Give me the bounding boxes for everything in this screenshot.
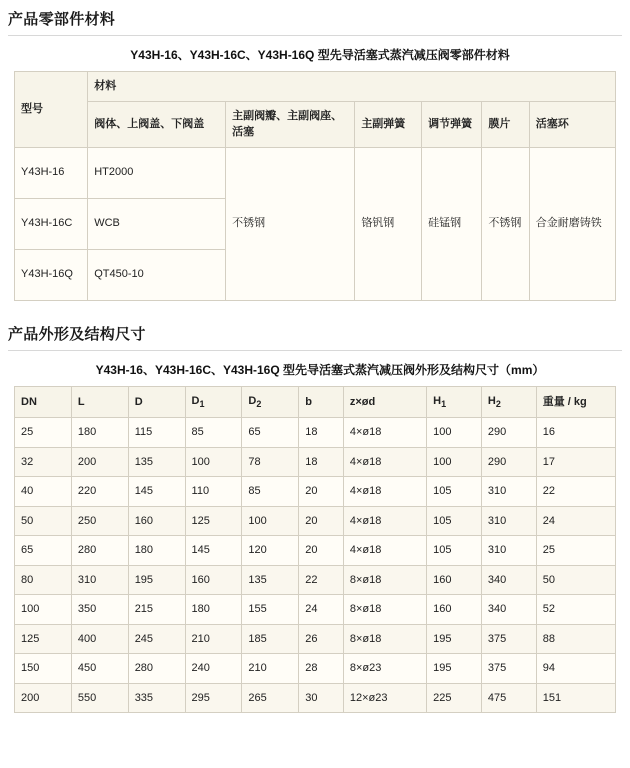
cell-b: 28 (299, 654, 344, 684)
table-row (15, 595, 616, 625)
cell-dn: 150 (15, 654, 72, 684)
cell-h1: 225 (427, 683, 482, 713)
cell-zd: 8×ø18 (343, 595, 426, 625)
cell-weight: 88 (536, 624, 615, 654)
table-row (15, 447, 616, 477)
dimensions-header-row (15, 386, 616, 418)
dimensions-header-d: D (128, 386, 185, 418)
materials-cell-disc: 不锈钢 (226, 147, 355, 300)
cell-d: 145 (128, 477, 185, 507)
table-row (15, 147, 616, 198)
cell-h2: 310 (481, 536, 536, 566)
cell-d1: 100 (185, 447, 242, 477)
cell-d2: 65 (242, 418, 299, 448)
materials-cell-piston-ring: 合金耐磨铸铁 (529, 147, 615, 300)
materials-cell-body: QT450-10 (88, 249, 226, 300)
document-page (0, 8, 630, 713)
cell-weight: 17 (536, 447, 615, 477)
cell-dn: 125 (15, 624, 72, 654)
cell-b: 26 (299, 624, 344, 654)
materials-header-row-2 (15, 101, 616, 147)
materials-subheader-diaphragm: 膜片 (482, 101, 529, 147)
cell-d1: 85 (185, 418, 242, 448)
cell-d: 160 (128, 506, 185, 536)
materials-cell-body: WCB (88, 198, 226, 249)
cell-dn: 100 (15, 595, 72, 625)
cell-h1: 100 (427, 418, 482, 448)
table-row (15, 565, 616, 595)
cell-dn: 50 (15, 506, 72, 536)
cell-h2: 290 (481, 418, 536, 448)
cell-h1: 195 (427, 654, 482, 684)
cell-l: 400 (71, 624, 128, 654)
cell-l: 550 (71, 683, 128, 713)
materials-subheader-piston-ring: 活塞环 (529, 101, 615, 147)
table-row (15, 536, 616, 566)
cell-dn: 25 (15, 418, 72, 448)
cell-d2: 100 (242, 506, 299, 536)
cell-l: 450 (71, 654, 128, 684)
materials-header-row-1 (15, 72, 616, 102)
cell-h1: 105 (427, 477, 482, 507)
materials-cell-diaphragm: 不锈钢 (482, 147, 529, 300)
cell-l: 350 (71, 595, 128, 625)
materials-cell-body: HT2000 (88, 147, 226, 198)
cell-zd: 12×ø23 (343, 683, 426, 713)
cell-d1: 240 (185, 654, 242, 684)
cell-weight: 24 (536, 506, 615, 536)
page-title-dimensions: 产品外形及结构尺寸 (8, 325, 146, 343)
cell-d: 215 (128, 595, 185, 625)
materials-cell-model: Y43H-16 (15, 147, 88, 198)
materials-cell-adjust-spring: 硅锰钢 (422, 147, 482, 300)
cell-zd: 4×ø18 (343, 536, 426, 566)
cell-h2: 310 (481, 477, 536, 507)
cell-weight: 25 (536, 536, 615, 566)
cell-b: 22 (299, 565, 344, 595)
dimensions-header-zd: z×ød (343, 386, 426, 418)
cell-h2: 375 (481, 624, 536, 654)
cell-h1: 195 (427, 624, 482, 654)
cell-zd: 4×ø18 (343, 447, 426, 477)
cell-dn: 65 (15, 536, 72, 566)
materials-cell-main-spring: 铬钒钢 (355, 147, 422, 300)
cell-weight: 151 (536, 683, 615, 713)
materials-subheader-adjust-spring: 调节弹簧 (422, 101, 482, 147)
cell-d: 115 (128, 418, 185, 448)
divider-dimensions (8, 350, 622, 351)
cell-weight: 50 (536, 565, 615, 595)
cell-dn: 40 (15, 477, 72, 507)
cell-b: 20 (299, 477, 344, 507)
dimensions-header-h2: $H_2$ (481, 386, 536, 418)
cell-h1: 160 (427, 595, 482, 625)
cell-l: 200 (71, 447, 128, 477)
dimensions-header-weight: 重量 / kg (536, 386, 615, 418)
cell-d1: 145 (185, 536, 242, 566)
cell-zd: 8×ø18 (343, 624, 426, 654)
cell-d2: 85 (242, 477, 299, 507)
table-row (15, 506, 616, 536)
cell-d2: 265 (242, 683, 299, 713)
cell-d1: 160 (185, 565, 242, 595)
cell-l: 180 (71, 418, 128, 448)
cell-zd: 4×ø18 (343, 506, 426, 536)
table-row (15, 654, 616, 684)
cell-d: 195 (128, 565, 185, 595)
cell-d: 280 (128, 654, 185, 684)
cell-l: 280 (71, 536, 128, 566)
materials-cell-model: Y43H-16C (15, 198, 88, 249)
cell-d: 335 (128, 683, 185, 713)
cell-d2: 185 (242, 624, 299, 654)
cell-d: 245 (128, 624, 185, 654)
cell-h1: 100 (427, 447, 482, 477)
cell-weight: 94 (536, 654, 615, 684)
cell-d1: 210 (185, 624, 242, 654)
dimensions-table-caption: Y43H-16、Y43H-16C、Y43H-16Q 型先导活塞式蒸汽减压阀外形及结构尺寸（mm） (95, 362, 545, 377)
cell-d2: 210 (242, 654, 299, 684)
table-row (15, 683, 616, 713)
cell-h1: 160 (427, 565, 482, 595)
dimensions-table-body (15, 418, 616, 713)
cell-zd: 4×ø18 (343, 418, 426, 448)
cell-d1: 110 (185, 477, 242, 507)
cell-dn: 200 (15, 683, 72, 713)
cell-d1: 295 (185, 683, 242, 713)
cell-h2: 340 (481, 595, 536, 625)
cell-b: 24 (299, 595, 344, 625)
cell-d: 180 (128, 536, 185, 566)
cell-dn: 32 (15, 447, 72, 477)
cell-zd: 4×ø18 (343, 477, 426, 507)
cell-h2: 290 (481, 447, 536, 477)
materials-header-material: 材料 (88, 72, 616, 102)
page-title-materials: 产品零部件材料 (8, 11, 116, 28)
cell-l: 220 (71, 477, 128, 507)
cell-b: 18 (299, 447, 344, 477)
dimensions-table (14, 386, 616, 714)
cell-b: 20 (299, 536, 344, 566)
cell-b: 20 (299, 506, 344, 536)
cell-h1: 105 (427, 506, 482, 536)
cell-zd: 8×ø23 (343, 654, 426, 684)
table-row (15, 418, 616, 448)
materials-table (14, 71, 616, 301)
cell-l: 250 (71, 506, 128, 536)
cell-h2: 310 (481, 506, 536, 536)
dimensions-header-d1: $D_1$ (185, 386, 242, 418)
cell-d2: 135 (242, 565, 299, 595)
dimensions-header-l: L (71, 386, 128, 418)
materials-table-caption: Y43H-16、Y43H-16C、Y43H-16Q 型先导活塞式蒸汽减压阀零部件材料 (130, 48, 510, 62)
materials-subheader-main-spring: 主副弹簧 (355, 101, 422, 147)
cell-h1: 105 (427, 536, 482, 566)
cell-d2: 78 (242, 447, 299, 477)
section-spacer (8, 301, 622, 315)
cell-h2: 340 (481, 565, 536, 595)
materials-subheader-body: 阀体、上阀盖、下阀盖 (88, 101, 226, 147)
cell-d: 135 (128, 447, 185, 477)
divider-materials (8, 35, 622, 36)
dimensions-header-b: b (299, 386, 344, 418)
table-row (15, 624, 616, 654)
cell-d1: 180 (185, 595, 242, 625)
cell-dn: 80 (15, 565, 72, 595)
cell-b: 30 (299, 683, 344, 713)
cell-weight: 52 (536, 595, 615, 625)
cell-d2: 155 (242, 595, 299, 625)
cell-zd: 8×ø18 (343, 565, 426, 595)
dimensions-header-d2: $D_2$ (242, 386, 299, 418)
cell-d2: 120 (242, 536, 299, 566)
dimensions-header-h1: $H_1$ (427, 386, 482, 418)
dimensions-header-dn: DN (15, 386, 72, 418)
materials-header-model: 型号 (15, 72, 88, 148)
cell-weight: 22 (536, 477, 615, 507)
materials-cell-model: Y43H-16Q (15, 249, 88, 300)
cell-d1: 125 (185, 506, 242, 536)
table-row (15, 477, 616, 507)
cell-weight: 16 (536, 418, 615, 448)
materials-subheader-disc: 主副阀瓣、主副阀座、活塞 (226, 101, 355, 147)
cell-b: 18 (299, 418, 344, 448)
cell-h2: 375 (481, 654, 536, 684)
cell-h2: 475 (481, 683, 536, 713)
cell-l: 310 (71, 565, 128, 595)
